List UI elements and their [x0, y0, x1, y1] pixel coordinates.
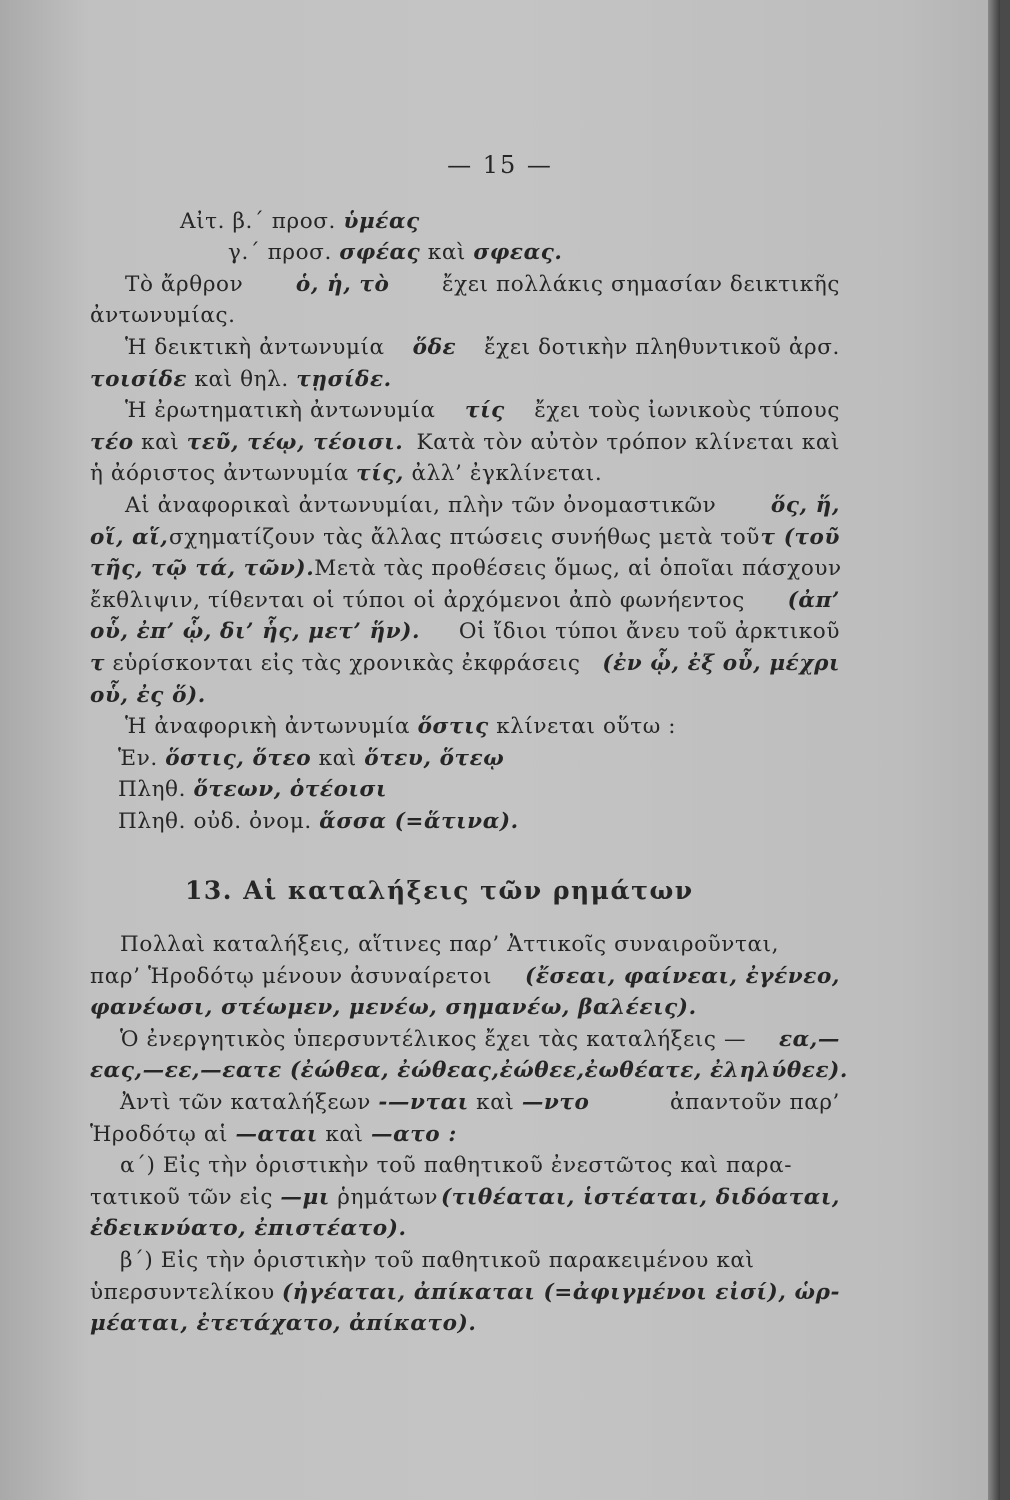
text-line — [90, 806, 840, 838]
text-span: καὶ — [311, 745, 365, 771]
section-heading: 13. Αἱ καταλήξεις τῶν ρημάτων — [185, 876, 694, 906]
text-span: Οἱ ἴδιοι τύποι ἄνευ τοῦ ἀρκτικοῦ — [458, 619, 840, 645]
text-line — [90, 992, 840, 1024]
text-span: ἔχει τοὺς ἰωνικοὺς τύπους — [534, 398, 840, 424]
emphasis-span: τῆς, τῷ τά, τῶν). — [90, 556, 315, 582]
emphasis-span: (ἠγέαται, ἀπίκαται (=ἀφιγμένοι εἰσί), ὡρ- — [281, 1279, 840, 1305]
text-span: κλίνεται οὕτω : — [488, 714, 677, 740]
text-span: Μετὰ τὰς προθέσεις ὅμως, αἱ ὁποῖαι πάσχουν — [314, 556, 842, 582]
text-span: ἔχει πολλάκις σημασίαν δεικτικῆς — [442, 271, 840, 297]
text-line — [90, 648, 840, 680]
text-span: ἀλλ’ ἐγκλίνεται. — [404, 461, 603, 487]
text-line — [90, 1024, 840, 1056]
emphasis-span: τ — [90, 650, 106, 676]
text-span: Ἑν. — [118, 745, 166, 771]
emphasis-span: —ατο : — [370, 1121, 457, 1147]
emphasis-span: φανέωσι, στέωμεν, μενέω, σημανέω, βαλέεις). — [90, 995, 697, 1021]
page-edge — [988, 0, 1000, 1500]
text-span: ῥημάτων — [329, 1184, 439, 1210]
text-line — [90, 1213, 840, 1245]
emphasis-span: τοισίδε — [90, 366, 188, 392]
emphasis-span: —μι — [280, 1184, 330, 1210]
text-line — [90, 743, 840, 775]
text-span: β΄) Εἰς τὴν ὁριστικὴν τοῦ παθητικοῦ παρακειμένου καὶ — [120, 1248, 755, 1273]
emphasis-span: μέαται, ἐτετάχατο, ἀπίκατο). — [90, 1311, 477, 1337]
text-line — [90, 206, 840, 238]
text-span: Κατὰ τὸν αὐτὸν τρόπον κλίνεται καὶ — [416, 429, 840, 455]
text-line — [90, 332, 840, 364]
emphasis-span: εας,—εε,—εατε (ἐώθεα, ἐώθεας,ἐώθεε,ἐωθέατε, ἐληλύθεε). — [90, 1058, 848, 1084]
text-span: ὑπερσυντελίκου — [90, 1279, 275, 1305]
text-line — [90, 237, 840, 269]
text-line — [90, 1150, 840, 1182]
text-span: Ἡροδότῳ αἱ — [90, 1121, 236, 1147]
text-line — [90, 1119, 840, 1151]
text-span: Ὁ ἐνεργητικὸς ὑπερσυντέλικος ἔχει τὰς καταλήξεις — — [120, 1026, 747, 1052]
text-span: παρ’ Ἡροδότῳ μένουν ἀσυναίρετοι — [90, 963, 493, 989]
text-line — [90, 1245, 840, 1277]
emphasis-span: ὅστις — [417, 714, 489, 740]
text-line — [90, 1308, 840, 1340]
text-span: ἔκθλιψιν, τίθενται οἱ τύποι οἱ ἀρχόμενοι ἀπὸ φωνήεντος — [90, 587, 745, 613]
text-span: καὶ — [468, 1090, 522, 1116]
text-span: Ἡ ἐρωτηματικὴ ἀντωνυμία — [125, 398, 436, 424]
text-line — [90, 929, 840, 961]
text-line — [90, 427, 840, 459]
emphasis-span: ὅδε — [412, 334, 457, 360]
text-line — [90, 585, 840, 617]
page-content — [90, 150, 848, 1340]
page-number: — 15 — — [447, 151, 553, 179]
text-line — [90, 1087, 840, 1119]
emphasis-span: οὗ, ἐπ’ ᾧ, δι’ ἧς, μετ’ ἥν). — [90, 619, 421, 645]
text-line — [90, 490, 840, 522]
text-line — [90, 680, 840, 712]
emphasis-span: εα,— — [778, 1026, 840, 1052]
emphasis-span: (ἐν ᾧ, ἐξ οὗ, μέχρι — [602, 650, 840, 676]
emphasis-span: ἐδεικνύατο, ἐπιστέατο). — [90, 1216, 407, 1242]
text-span: τατικοῦ τῶν εἰς — [90, 1184, 281, 1210]
text-line — [90, 364, 840, 396]
text-span: ἀπαντοῦν παρ’ — [670, 1090, 840, 1116]
emphasis-span: (τιθέαται, ἱστέαται, διδόαται, — [441, 1184, 840, 1210]
emphasis-span: τέο — [90, 429, 134, 455]
emphasis-span: ὅτεων, ὁτέοισι — [193, 777, 387, 803]
text-span: Αἱ ἀναφορικαὶ ἀντωνυμίαι, πλὴν τῶν ὀνομαστικῶν — [125, 492, 717, 518]
text-span: α΄) Εἰς τὴν ὁριστικὴν τοῦ παθητικοῦ ἐνεστῶτος καὶ παρα- — [120, 1153, 793, 1179]
emphasis-span: ὅς, ἥ, — [770, 492, 840, 518]
emphasis-span: τῃσίδε. — [296, 366, 392, 392]
text-line — [90, 522, 840, 554]
emphasis-span: σφέας — [339, 240, 421, 266]
text-line — [90, 961, 840, 993]
emphasis-span: —αται — [235, 1121, 318, 1147]
text-span: ἔχει δοτικὴν πληθυντικοῦ ἀρσ. — [484, 334, 840, 360]
text-span: καὶ — [317, 1121, 371, 1147]
emphasis-span: τ (τοῦ — [760, 524, 840, 550]
text-span: Αἰτ. β.΄ προσ. — [180, 208, 344, 234]
text-line — [90, 711, 840, 743]
text-line — [90, 1277, 840, 1309]
text-span: καὶ θηλ. — [187, 366, 297, 392]
emphasis-span: σφεας. — [473, 240, 563, 266]
emphasis-span: ὅστις, ὅτεο — [165, 745, 312, 771]
text-span: Ἡ ἀναφορικὴ ἀντωνυμία — [125, 714, 418, 740]
text-line — [90, 395, 840, 427]
emphasis-span: (ἀπ’ — [787, 587, 840, 613]
emphasis-span: ὁ, ἡ, τὸ — [295, 271, 390, 297]
emphasis-span: οὗ, ἐς ὅ). — [90, 682, 206, 708]
text-span: καὶ — [133, 429, 187, 455]
emphasis-span: οἵ, αἵ, — [90, 524, 169, 550]
text-span: σχηματίζουν τὰς ἄλλας πτώσεις συνήθως μετὰ τοῦ — [168, 524, 760, 550]
text-span: ἀντωνυμίας. — [90, 303, 236, 329]
text-span: καὶ — [420, 240, 474, 266]
text-line — [90, 300, 840, 332]
text-span: Πολλαὶ καταλήξεις, αἵτινες παρ’ Ἀττικοῖς συναιροῦνται, — [120, 932, 780, 958]
text-line — [90, 774, 840, 806]
text-span: Τὸ ἄρθρον — [125, 271, 244, 297]
emphasis-span: ἅσσα (=ἅτινα). — [319, 808, 519, 834]
text-line — [90, 458, 840, 490]
text-line — [90, 1182, 840, 1214]
text-span: εὑρίσκονται εἰς τὰς χρονικὰς ἐκφράσεις — [105, 650, 581, 676]
emphasis-span: τίς — [465, 398, 505, 424]
text-span: Πληθ. — [118, 777, 194, 803]
text-span: ἡ ἀόριστος ἀντωνυμία — [90, 461, 357, 487]
text-line — [90, 1055, 848, 1087]
emphasis-span: (ἔσεαι, φαίνεαι, ἐγένεο, — [525, 963, 840, 989]
text-line — [90, 616, 840, 648]
emphasis-span: —ντο — [521, 1090, 590, 1116]
emphasis-span: τίς, — [356, 461, 405, 487]
text-span: γ.΄ προσ. — [228, 240, 340, 266]
text-line — [90, 553, 840, 585]
text-line — [90, 269, 840, 301]
emphasis-span: τεῦ, τέῳ, τέοισι. — [186, 429, 404, 455]
emphasis-span: ὅτευ, ὅτεῳ — [364, 745, 505, 771]
emphasis-span: -—νται — [378, 1090, 469, 1116]
emphasis-span: ὑμέας — [343, 208, 420, 234]
text-span: Ἡ δεικτικὴ ἀντωνυμία — [125, 334, 385, 360]
text-span: Ἀντὶ τῶν καταλήξεων — [120, 1090, 379, 1116]
text-span: Πληθ. οὐδ. ὀνομ. — [118, 808, 320, 834]
